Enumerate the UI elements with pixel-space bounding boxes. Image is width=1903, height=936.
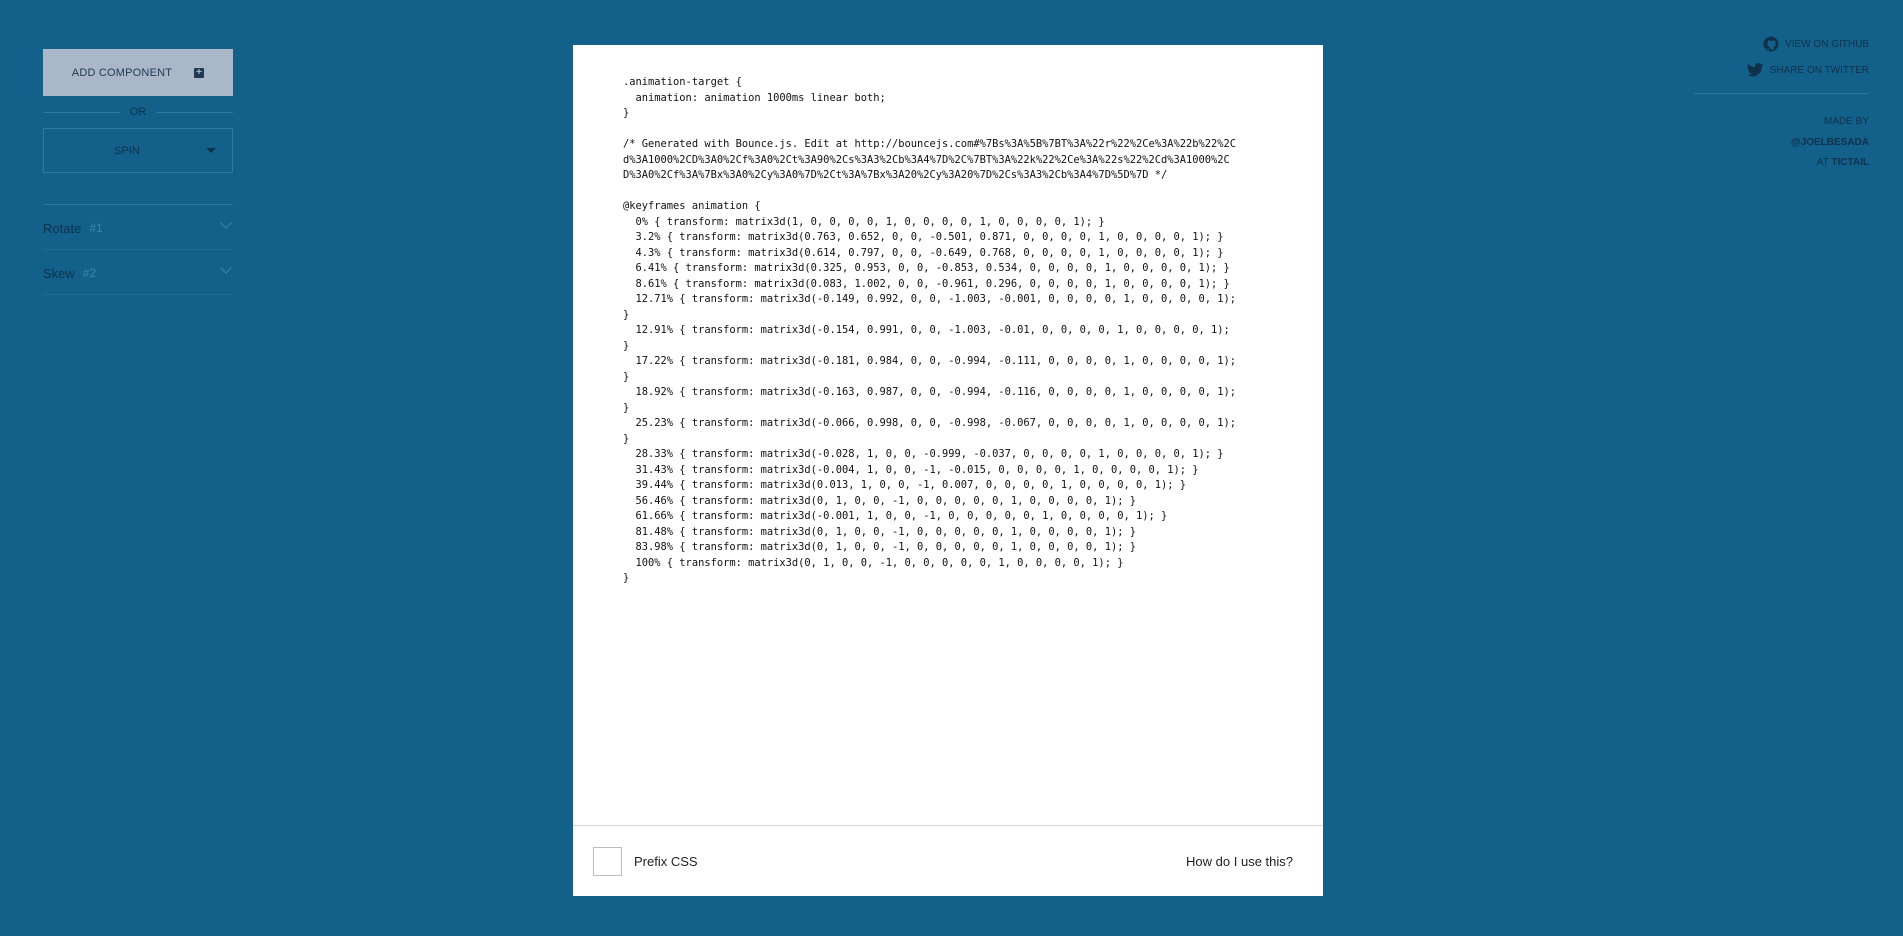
github-icon (1763, 36, 1779, 52)
at-label: AT (1816, 157, 1829, 168)
github-label: VIEW ON GITHUB (1785, 38, 1869, 50)
prefix-css-label: Prefix CSS (634, 853, 698, 869)
add-component-button[interactable] (43, 49, 233, 96)
made-by-label: MADE BY (1823, 116, 1869, 127)
right-panel (1694, 31, 1869, 174)
component-index: #1 (89, 221, 103, 235)
component-item-skew[interactable] (43, 250, 233, 295)
or-separator (43, 96, 233, 128)
component-index: #2 (82, 266, 97, 280)
twitter-link[interactable] (1694, 57, 1869, 83)
component-name: Skew (43, 265, 75, 281)
sidebar (43, 49, 233, 295)
github-link[interactable] (1694, 31, 1869, 57)
or-label: OR (120, 106, 157, 118)
chevron-down-icon[interactable] (220, 262, 231, 273)
prefix-css-checkbox[interactable] (593, 847, 622, 876)
caret-down-icon (206, 148, 216, 153)
component-item-rotate[interactable] (43, 205, 233, 250)
right-divider (1694, 93, 1869, 94)
plus-icon: + (196, 66, 203, 78)
preset-select[interactable] (43, 128, 233, 173)
how-to-use-link[interactable]: How do I use this? (1186, 853, 1293, 869)
modal-footer (573, 825, 1323, 896)
chevron-down-icon[interactable] (220, 217, 231, 228)
component-name: Rotate (43, 220, 82, 236)
author-link[interactable]: @JOELBESADA (1790, 136, 1869, 148)
preset-selected-value: SPIN (114, 144, 140, 157)
css-code-output[interactable]: .animation-target { animation: animation 1000ms linear both; } /* Generated with Bounce.js. Edit at http://bouncejs.com#%7Bs%3A%5B%7BT%3A%22r%22%2Ce%3A%22b%22%2C d%3A1000%2CD%3A0%2Cf%3A0%2Ct%3A90%2Cs%3A3%2Cb%3A4%7D%2C%7BT%3A%22k%22%2Ce%3A%22s%22%2Cd%3A1000%2C D%3A0%2Cf%3A%7Bx%3A0%2Cy%3A0%7D%2Ct%3A%7Bx%3A20%2Cy%3A20%7D%2Cs%3A3%2Cb%3A4%7D%5D%7D */ @keyframes animation { 0% { transform: matrix3d(1, 0, 0, 0, 0, 1, 0, 0, 0, 0, 1, 0, 0, 0, 0, 1); } 3.2% { transform: matrix3d(0.763, 0.652, 0, 0, -0.501, 0.871, 0, 0, 0, 0, 1, 0, 0, 0, 0, 1); } 4.3% { transform: matrix3d(0.614, 0.797, 0, 0, -0.649, 0.768, 0, 0, 0, 0, 1, 0, 0, 0, 0, 1); } 6.41% { transform: matrix3d(0.325, 0.953, 0, 0, -0.853, 0.534, 0, 0, 0, 0, 1, 0, 0, 0, 0, 1); } 8.61% { transform: matrix3d(0.083, 1.002, 0, 0, -0.961, 0.296, 0, 0, 0, 0, 1, 0, 0, 0, 0, 1); } 12.71% { transform: matrix3d(-0.149, 0.992, 0, 0, -1.003, -0.001, 0, 0, 0, 0, 1, 0, 0, 0, 0, 1); } 12.91% { transform: matrix3d(-0.154, 0.991, 0, 0, -1.003, -0.01, 0, 0, 0, 0, 1, 0, 0, 0, 0, 1); } 17.22% { transform: matrix3d(-0.181, 0.984, 0, 0, -0.994, -0.111, 0, 0, 0, 0, 1, 0, 0, 0, 0, 1); } 18.92% { transform: matrix3d(-0.163, 0.987, 0, 0, -0.994, -0.116, 0, 0, 0, 0, 1, 0, 0, 0, 0, 1); } 25.23% { transform: matrix3d(-0.066, 0.998, 0, 0, -0.998, -0.067, 0, 0, 0, 0, 1, 0, 0, 0, 0, 1); } 28.33% { transform: matrix3d(-0.028, 1, 0, 0, -0.999, -0.037, 0, 0, 0, 0, 1, 0, 0, 0, 0, 1); } 31.43% { transform: matrix3d(-0.004, 1, 0, 0, -1, -0.015, 0, 0, 0, 0, 1, 0, 0, 0, 0, 1); } 39.44% { transform: matrix3d(0.013, 1, 0, 0, -1, 0.007, 0, 0, 0, 0, 1, 0, 0, 0, 0, 1); } 56.46% { transform: matrix3d(0, 1, 0, 0, -1, 0, 0, 0, 0, 0, 1, 0, 0, 0, 0, 1); } 61.66% { transform: matrix3d(-0.001, 1, 0, 0, -1, 0, 0, 0, 0, 0, 1, 0, 0, 0, 0, 1); } 81.48% { transform: matrix3d(0, 1, 0, 0, -1, 0, 0, 0, 0, 0, 1, 0, 0, 0, 0, 1); } 83.98% { transform: matrix3d(0, 1, 0, 0, -1, 0, 0, 0, 0, 0, 1, 0, 0, 0, 0, 1); } 100% { transform: matrix3d(0, 1, 0, 0, -1, 0, 0, 0, 0, 0, 1, 0, 0, 0, 0, 1); } } (623, 76, 1237, 584)
company-link[interactable]: TICTAIL (1831, 157, 1869, 168)
export-modal (573, 45, 1323, 896)
add-component-label: ADD COMPONENT (71, 66, 173, 79)
twitter-icon (1747, 63, 1764, 77)
twitter-label: SHARE ON TWITTER (1769, 64, 1869, 76)
prefix-css-option[interactable] (593, 847, 698, 876)
credits (1694, 112, 1869, 174)
